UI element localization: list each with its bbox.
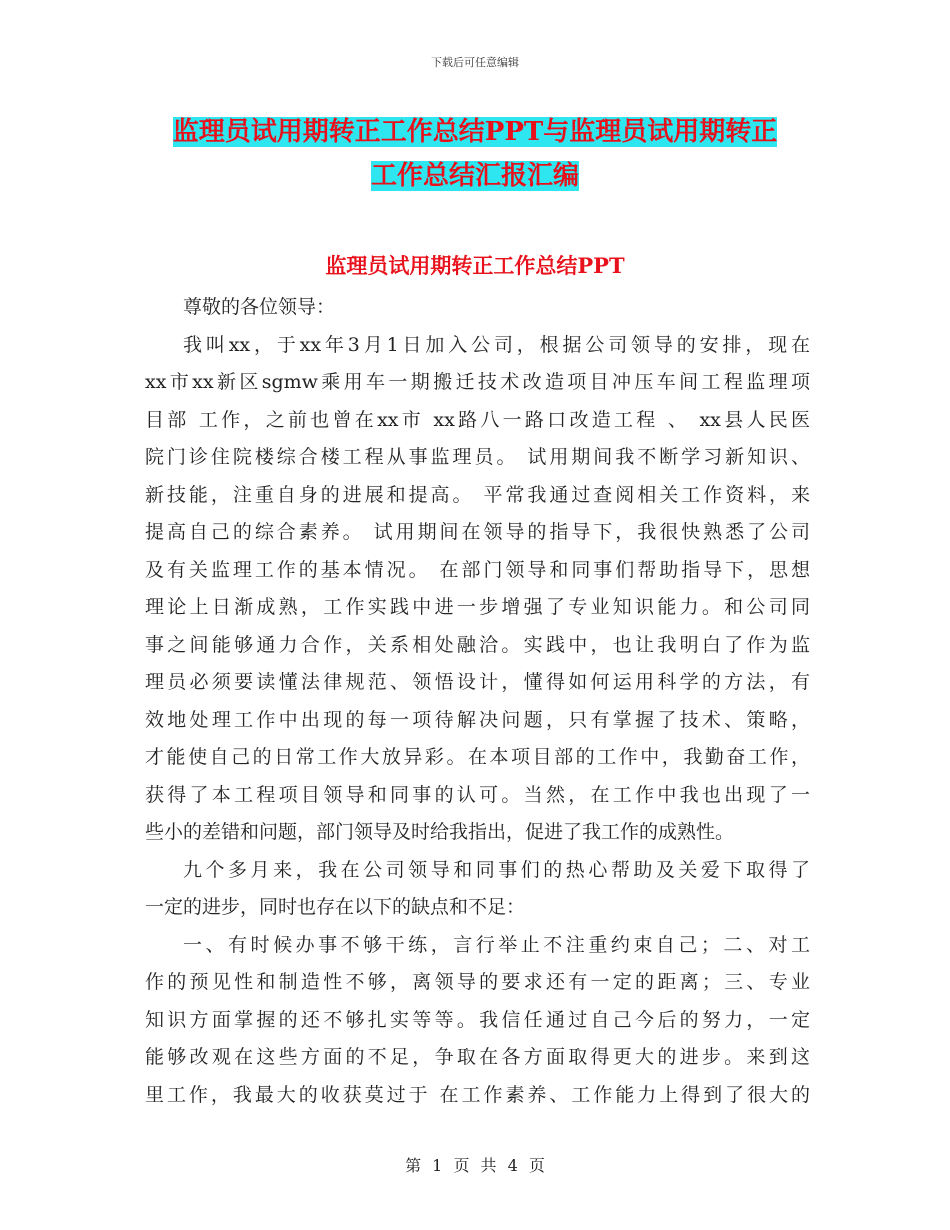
body-line: 一、有时候办事不够干练，言行举止不注重约束自己；二、对工 — [183, 933, 810, 956]
body-line: 效地处理工作中出现的每一项待解决问题，只有掌握了技术、策略， — [145, 708, 810, 731]
body-line: 一定的进步，同时也存在以下的缺点和不足： — [145, 896, 526, 918]
body-line: 才能使自己的日常工作大放异彩。在本项目部的工作中，我勤奋工作， — [145, 746, 810, 768]
body-line: 些小的差错和问题，部门领导及时给我指出，促进了我工作的成熟性。 — [145, 821, 735, 843]
body-text — [145, 289, 810, 1114]
page-footer: 第 1 页 共 4 页 — [405, 1156, 545, 1175]
body-line: 获得了本工程项目领导和同事的认可。当然，在工作中我也出现了一 — [145, 783, 810, 806]
salutation: 尊敬的各位领导： — [183, 296, 336, 318]
body-line: 提高自己的综合素养。 试用期间在领导的指导下，我很快熟悉了公司 — [145, 521, 810, 543]
page-header: 下载后可任意编辑 — [431, 56, 519, 69]
body-line: 能够改观在这些方面的不足，争取在各方面取得更大的进步。来到这 — [145, 1046, 810, 1068]
body-line: 知识方面掌握的还不够扎实等等。我信任通过自己今后的努力，一定 — [145, 1008, 810, 1031]
body-line: 作的预见性和制造性不够，离领导的要求还有一定的距离；三、专业 — [145, 971, 810, 993]
document-title — [0, 110, 950, 198]
body-line: 院门诊住院楼综合楼工程从事监理员。 试用期间我不断学习新知识、 — [145, 446, 810, 468]
body-line: 事之间能够通力合作，关系相处融洽。实践中，也让我明白了作为监 — [145, 633, 810, 656]
body-line: 目部 工作，之前也曾在xx市 xx路八一路口改造工程 、 xx县人民医 — [145, 408, 810, 431]
body-line: 理员必须要读懂法律规范、领悟设计，懂得如何运用科学的方法，有 — [145, 671, 810, 693]
body-line: 九个多月来，我在公司领导和同事们的热心帮助及关爱下取得了 — [183, 858, 810, 881]
body-line: 理论上日渐成熟，工作实践中进一步增强了专业知识能力。和公司同 — [145, 596, 810, 618]
section-title: 监理员试用期转正工作总结PPT — [325, 253, 625, 278]
body-line: 及有关监理工作的基本情况。 在部门领导和同事们帮助指导下，思想 — [145, 558, 810, 581]
body-line: 里工作，我最大的收获莫过于 在工作素养、工作能力上得到了很大的 — [145, 1083, 810, 1106]
body-line: 新技能，注重自身的进展和提高。 平常我通过查阅相关工作资料，来 — [145, 483, 810, 506]
body-line: 我叫xx，于xx年3月1日加入公司，根据公司领导的安排，现在 — [183, 333, 810, 356]
document-title-line-2: 工作总结汇报汇编 — [370, 161, 579, 191]
document-title-line-1: 监理员试用期转正工作总结PPT与监理员试用期转正 — [172, 117, 778, 147]
body-line: xx市xx新区sgmw乘用车一期搬迁技术改造项目冲压车间工程监理项 — [145, 371, 810, 393]
